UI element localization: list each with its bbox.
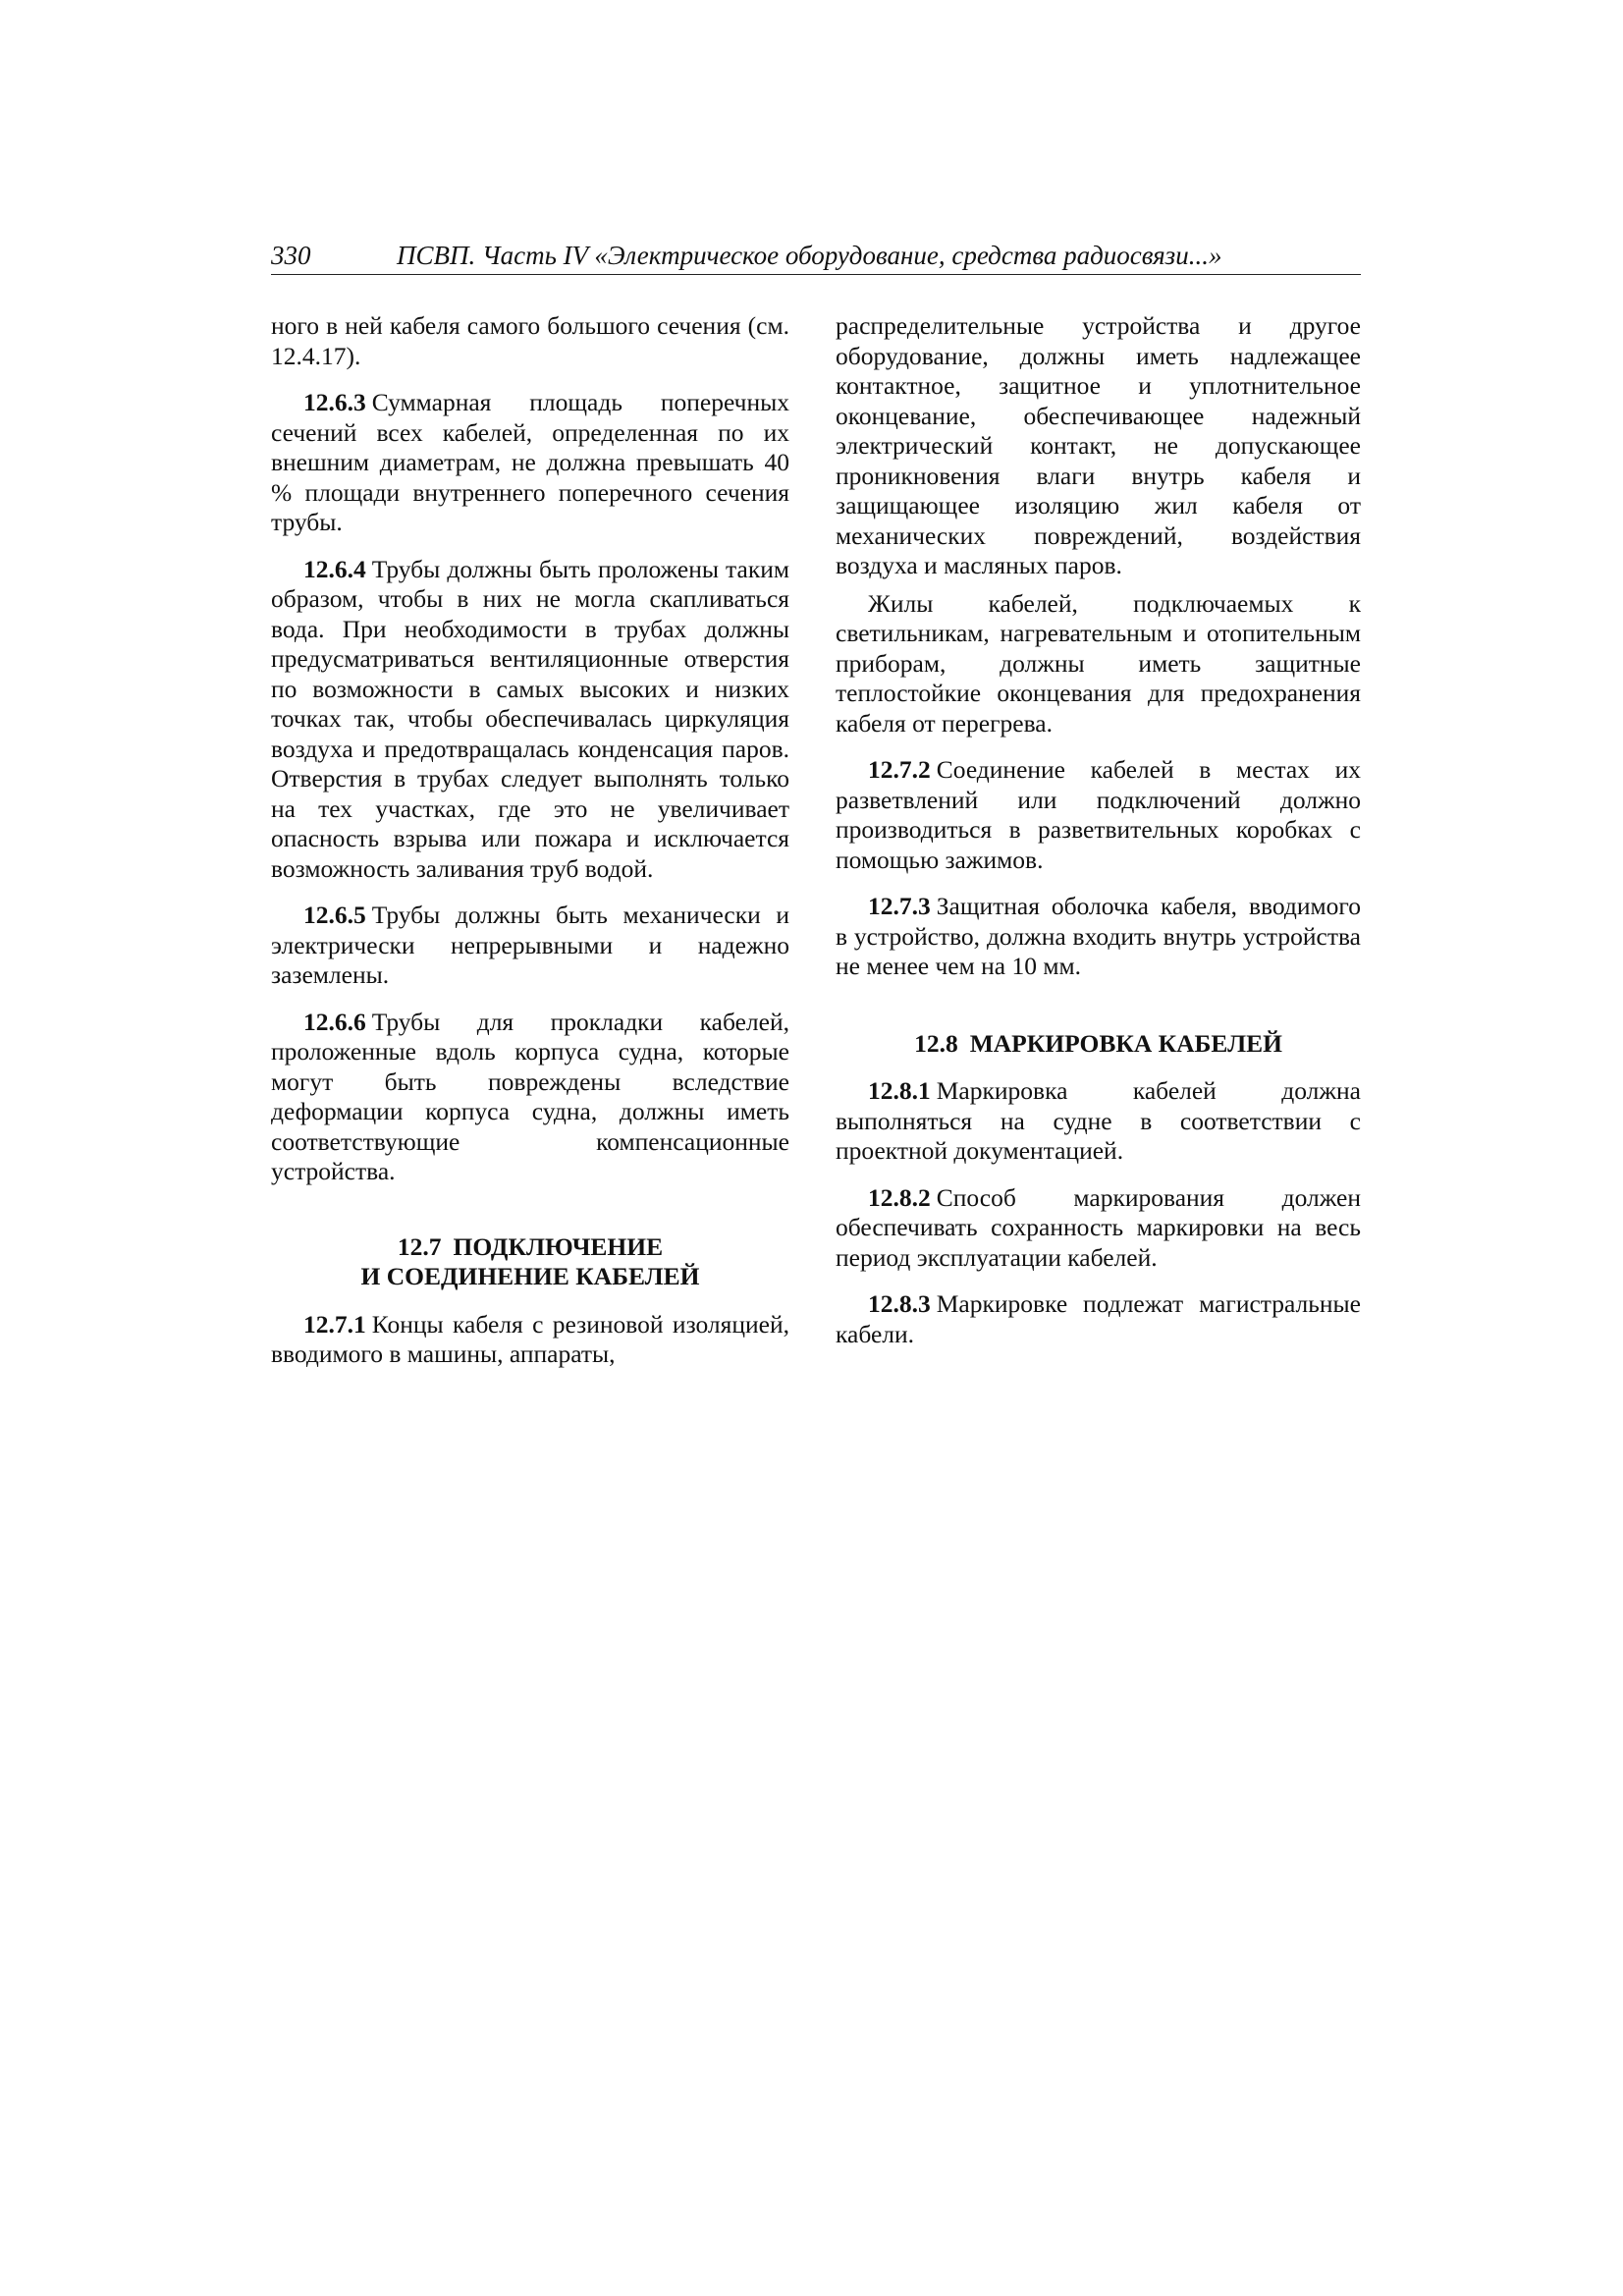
clause-text: Способ маркирования должен обеспечивать сохранность маркировки на весь период эксплуатации кабелей. [836, 1182, 1361, 1272]
section-title-line2: И СОЕДИНЕНИЕ КАБЕЛЕЙ [360, 1262, 700, 1290]
paragraph-12-6-4 [271, 555, 789, 885]
clause-text: Защитная оболочка кабеля, вводимого в устройство, должна входить внутрь устройства не менее чем на 10 мм. [836, 892, 1361, 980]
section-title: МАРКИРОВКА КАБЕЛЕЙ [969, 1028, 1282, 1058]
right-column [836, 311, 1361, 1366]
section-number: 12.7 [397, 1231, 442, 1261]
paragraph-12-7-1 [271, 1310, 789, 1370]
clause-number: 12.8.2 [868, 1182, 931, 1212]
left-column [271, 311, 789, 1387]
section-number: 12.8 [914, 1028, 958, 1058]
paragraph-12-8-1 [836, 1076, 1361, 1167]
section-heading-12-7 [271, 1232, 789, 1292]
paragraph-wires: Жилы кабелей, подключаемых к светильникам, нагревательным и отопительным приборам, должны иметь защитные теплостойкие оконцевания для предохранения кабеля от перегрева. [836, 588, 1361, 738]
paragraph-continuation: ного в ней кабеля самого большого сечения (см. 12.4.17). [271, 311, 789, 370]
clause-text: Маркировка кабелей должна выполняться на судне в соответствии с проектной документацией. [836, 1076, 1361, 1165]
paragraph-12-6-3 [271, 388, 789, 538]
paragraph-12-6-5 [271, 901, 789, 991]
clause-text: Соединение кабелей в местах их разветвлений или подключений должно производиться в разветвительных коробках с помощью зажимов. [836, 755, 1361, 874]
clause-text: Суммарная площадь поперечных сечений всех кабелей, определенная по их внешним диаметрам, не должна превышать 40 % площади внутреннего поперечного сечения трубы. [271, 388, 789, 536]
paragraph-12-7-3 [836, 892, 1361, 982]
paragraph-12-6-6 [271, 1008, 789, 1187]
section-heading-12-8 [836, 1029, 1361, 1060]
paragraph-12-8-2 [836, 1183, 1361, 1274]
clause-number: 12.7.1 [303, 1309, 366, 1339]
clause-text: Маркировке подлежат магистральные кабели. [836, 1289, 1361, 1348]
clause-number: 12.8.3 [868, 1289, 931, 1318]
section-title-line1: ПОДКЛЮЧЕНИЕ [453, 1231, 664, 1261]
paragraph-12-7-2 [836, 755, 1361, 875]
clause-number: 12.7.3 [868, 892, 931, 920]
running-title: ПСВП. Часть IV «Электрическое оборудование, средства радиосвязи...» [397, 241, 1222, 270]
clause-text: Трубы для прокладки кабелей, проложенные вдоль корпуса судна, которые могут быть повреждены вследствие деформации корпуса судна, должны иметь соответствующие компенсационные устройства. [271, 1007, 789, 1185]
clause-number: 12.8.1 [868, 1076, 931, 1105]
paragraph-12-8-3 [836, 1289, 1361, 1349]
clause-number: 12.6.4 [303, 554, 366, 583]
clause-number: 12.7.2 [868, 755, 931, 784]
paragraph-continuation: распределительные устройства и другое оборудование, должны иметь надлежащее контактное, защитное и уплотнительное оконцевание, обеспечивающее надежный электрический контакт, не допускающее проникновения влаги внутрь кабеля и защищающее изоляцию жил кабеля от механических повреждений, воздействия воздуха и масляных паров. [836, 311, 1361, 579]
page-number: 330 [271, 241, 311, 270]
page-header [271, 237, 1361, 275]
clause-number: 12.6.3 [303, 388, 366, 416]
clause-text: Трубы должны быть механически и электрически непрерывными и надежно заземлены. [271, 901, 789, 989]
clause-number: 12.6.6 [303, 1007, 366, 1036]
clause-text: Трубы должны быть проложены таким образом, чтобы в них не могла скапливаться вода. При необходимости в трубах должны предусматриваться вентиляционные отверстия по возможности в самых высоких и низких точках так, чтобы обеспечивалась циркуляция воздуха и предотвращалась конденсация паров. Отверстия в трубах следует выполнять только на тех участках, где это не увеличивает опасность взрыва или пожара и исключается возможность заливания труб водой. [271, 554, 789, 883]
clause-number: 12.6.5 [303, 901, 366, 929]
clause-text: Концы кабеля с резиновой изоляцией, вводимого в машины, аппараты, [271, 1309, 789, 1368]
